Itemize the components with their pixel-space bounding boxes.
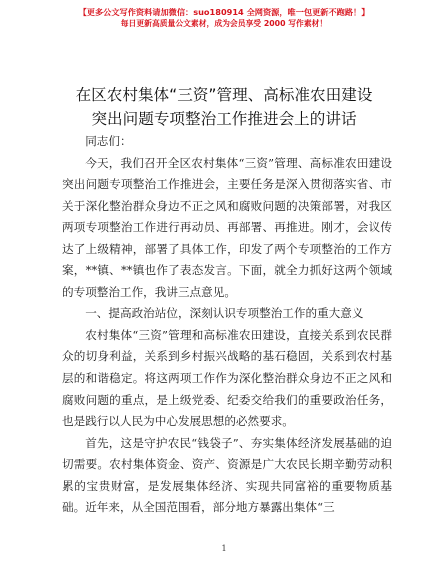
document-title-line-2: 突出问题专项整治工作推进会上的讲话 bbox=[91, 110, 357, 128]
section-heading-1: 一、提高政治站位，深刻认识专项整治工作的重大意义 bbox=[85, 306, 364, 321]
promo-banner-line-2: 每日更新高质量公文素材，成为会员享受 2000 写作素材！ bbox=[120, 19, 328, 28]
body-paragraph-significance: 农村集体“三资”管理和高标准农田建设，直接关系到农民群众的切身利益，关系到乡村振兴战略的基石稳固，关系到农村基层的和谐稳定。将这两项工作作为深化整治群众身边不正之风和腐败问题的重点，是上级党委、纪委交给我们的重要政治任务，也是践行以人民为中心发展思想的必然要求。 bbox=[62, 327, 392, 429]
page-number: 1 bbox=[221, 544, 227, 553]
body-paragraph-first-point: 首先，这是守护农民“钱袋子”、夯实集体经济发展基础的迫切需要。农村集体资金、资产、资源是广大农民长期辛勤劳动积累的宝贵财富，是发展集体经济、实现共同富裕的重要物质基础。近年来，从全国范围看，部分地方暴露出集体“三 bbox=[62, 435, 392, 515]
body-paragraph-intro: 今天，我们召开全区农村集体“三资”管理、高标准农田建设突出问题专项整治工作推进会，主要任务是深入贯彻落实省、市关于深化整治群众身边不正之风和腐败问题的决策部署，对我区两项专项整治工作进行再动员、再部署、再推进。刚才，会议传达了上级精神，部署了具体工作，印发了两个专项整治的工作方案，**镇、**镇也作了表态发言。下面，就全力抓好这两个领域的专项整治工作，我讲三点意见。 bbox=[62, 155, 392, 299]
document-title bbox=[30, 83, 418, 131]
salutation: 同志们： bbox=[85, 134, 132, 148]
document-body bbox=[62, 131, 392, 519]
document-title-line-1: 在区农村集体“三资”管理、高标准农田建设 bbox=[75, 86, 373, 104]
promo-banner-line-1: 【更多公文写作资料请加微信：suo180914 全网资源，唯一包更新不跑路！】 bbox=[78, 7, 370, 17]
promo-banner bbox=[0, 6, 448, 30]
